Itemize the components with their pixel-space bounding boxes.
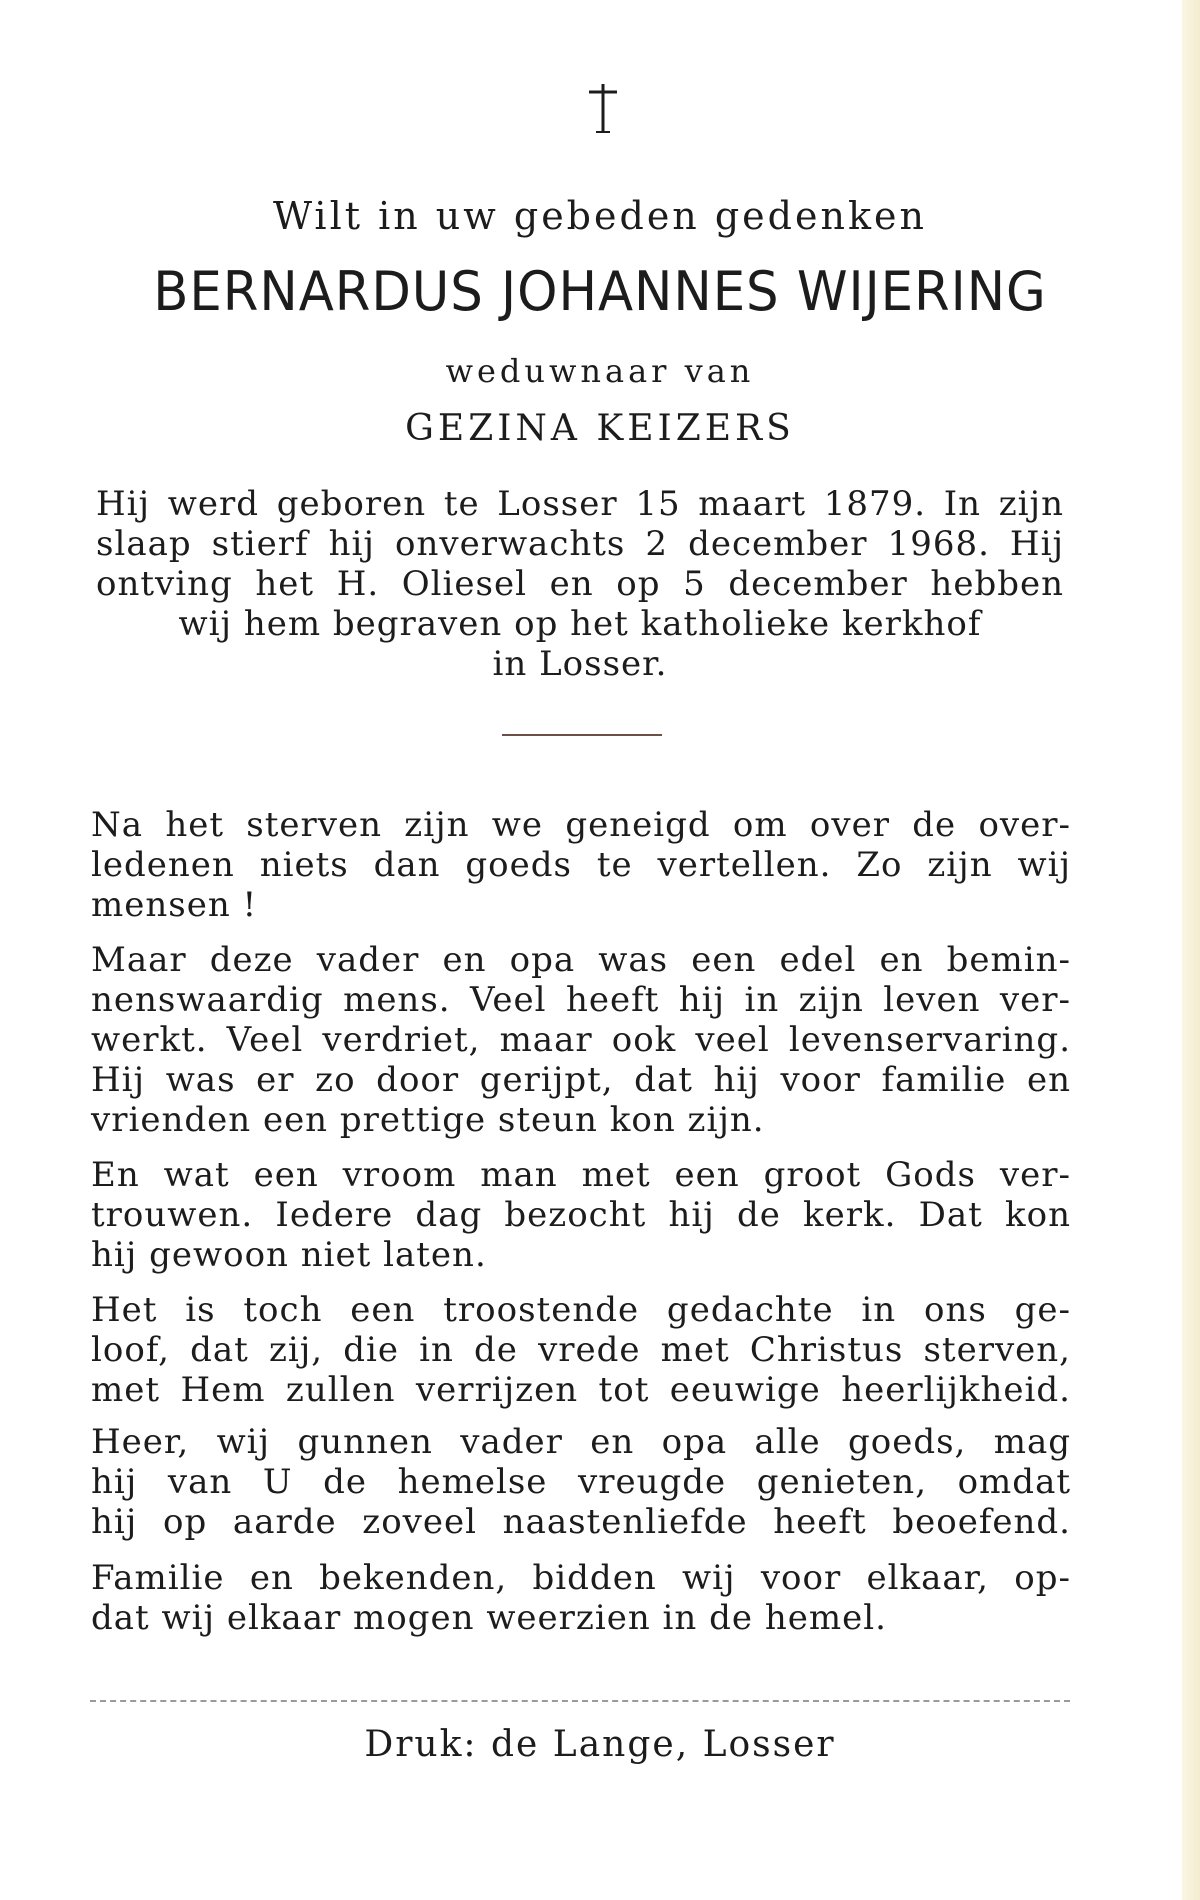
text-line: vrienden een prettige steun kon zijn. — [91, 1100, 765, 1140]
spouse-name: GEZINA KEIZERS — [405, 408, 795, 449]
text-line: met Hem zullen verrijzen tot eeuwige heerlijkheid. — [91, 1370, 1071, 1410]
printer-credit: Druk: de Lange, Losser — [364, 1724, 836, 1765]
widower-of-text: weduwnaar van — [445, 352, 755, 390]
text-line: Maar deze vader en opa was een edel en bemin- — [91, 940, 1071, 980]
footer-rule — [90, 1700, 1070, 1702]
text-line: hij gewoon niet laten. — [91, 1235, 487, 1275]
text-line: trouwen. Iedere dag bezocht hij de kerk. Dat kon — [91, 1195, 1071, 1235]
intro-text: Wilt in uw gebeden gedenken — [273, 194, 927, 238]
cross-icon — [585, 82, 621, 136]
paragraph — [91, 805, 1071, 925]
biography-block — [96, 484, 1064, 684]
text-line: loof, dat zij, die in de vrede met Christus sterven, — [91, 1330, 1071, 1370]
text-line: Na het sterven zijn we geneigd om over de over- — [91, 805, 1071, 845]
text-line: Familie en bekenden, bidden wij voor elkaar, op- — [91, 1558, 1071, 1598]
text-line: ledenen niets dan goeds te vertellen. Zo zijn wij — [91, 845, 1071, 885]
biography-line: wij hem begraven op het katholieke kerkhof — [178, 604, 982, 644]
text-line: En wat een vroom man met een groot Gods ver- — [91, 1155, 1071, 1195]
text-line: nenswaardig mens. Veel heeft hij in zijn leven ver- — [91, 980, 1071, 1020]
text-line: dat wij elkaar mogen weerzien in de hemel. — [91, 1598, 887, 1638]
biography-line: slaap stierf hij onverwachts 2 december 1968. Hij — [96, 524, 1064, 564]
text-line: werkt. Veel verdriet, maar ook veel levenservaring. — [91, 1020, 1071, 1060]
text-line: Hij was er zo door gerijpt, dat hij voor familie en — [91, 1060, 1071, 1100]
paragraph — [91, 940, 1071, 1140]
paragraph — [91, 1155, 1071, 1275]
deceased-name: BERNARDUS JOHANNES WIJERING — [153, 260, 1047, 323]
paragraph — [91, 1422, 1071, 1542]
biography-line: ontving het H. Oliesel en op 5 december hebben — [96, 564, 1064, 604]
paper-edge — [1182, 0, 1200, 1900]
text-line: Het is toch een troostende gedachte in ons ge- — [91, 1290, 1071, 1330]
divider — [502, 734, 662, 736]
paragraph — [91, 1558, 1071, 1638]
text-line: hij van U de hemelse vreugde genieten, omdat — [91, 1462, 1071, 1502]
text-line: mensen ! — [91, 885, 258, 925]
paragraph — [91, 1290, 1071, 1410]
biography-line: in Losser. — [492, 644, 668, 684]
text-line: Heer, wij gunnen vader en opa alle goeds, mag — [91, 1422, 1071, 1462]
text-line: hij op aarde zoveel naastenliefde heeft beoefend. — [91, 1502, 1071, 1542]
biography-line: Hij werd geboren te Losser 15 maart 1879. In zijn — [96, 484, 1064, 524]
